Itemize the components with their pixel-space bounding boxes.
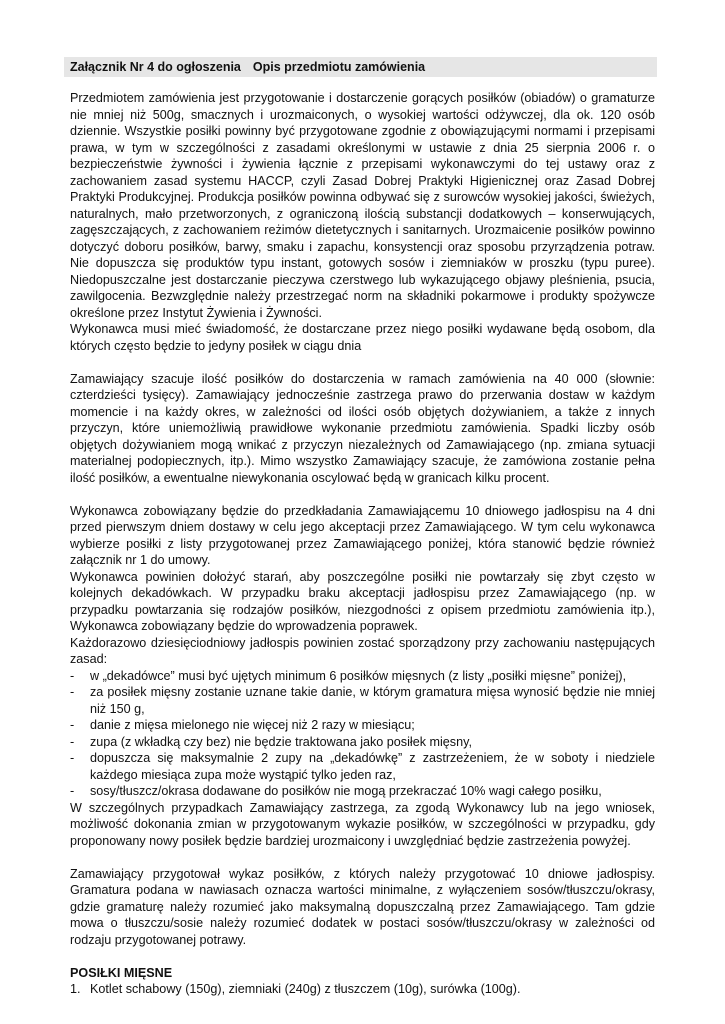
- section-title-meat: POSIŁKI MIĘSNE: [70, 965, 173, 980]
- document-header: [70, 59, 425, 75]
- dash-bullet: -: [70, 668, 75, 683]
- rules-list: [70, 668, 655, 800]
- item-number: 1.: [70, 982, 81, 996]
- attachment-label: Załącznik Nr 4 do ogłoszenia: [70, 60, 241, 74]
- rule-text: w „dekadówce” musi być ujętych minimum 6 posiłków mięsnych (z listy „posiłki mięsne” poniżej),: [90, 668, 627, 683]
- rule-text: danie z mięsa mielonego nie więcej niż 2 razy w miesiącu;: [90, 718, 415, 732]
- paragraph-changes: W szczególnych przypadkach Zamawiający zastrzega, za zgodą Wykonawcy lub na jego wniosek, możliwość dokonania zmian w przygotowanym wykazie posiłków, w szczególności w przypadku, gdy proponowany nowy posiłek będzie bardziej urozmaicony i uwzględniać będzie zastrzeżenia powyżej.: [70, 800, 655, 848]
- paragraph-rules-intro: Każdorazowo dziesięciodniowy jadłospis powinien zostać sporządzony przy zachowaniu następujących zasad:: [70, 635, 655, 666]
- list-item: [70, 668, 655, 685]
- meat-meal-list: [70, 981, 655, 998]
- list-item: [70, 783, 655, 800]
- paragraph-menu: Wykonawca zobowiązany będzie do przedkładania Zamawiającemu 10 dniowego jadłospisu na 4 dni przed pierwszym dniem dostawy w celu jego akceptacji przez Zamawiającego. W tym celu wykonawca wybierze posiłki z listy przygotowanej przez Zamawiającego poniżej, która stanowić będzie również załącznik nr 1 do umowy.: [70, 503, 655, 567]
- rule-text: dopuszcza się maksymalnie 2 zupy na „dekadówkę” z zastrzeżeniem, że w soboty i niedziele każdego miesiąca zupa może wystąpić tylko jeden raz,: [90, 751, 655, 782]
- list-item: [70, 684, 655, 717]
- list-item: [70, 750, 655, 783]
- dash-bullet: -: [70, 784, 75, 798]
- dash-bullet: -: [70, 734, 75, 749]
- paragraph-meal-list: Zamawiający przygotował wykaz posiłków, z których należy przygotować 10 dniowe jadłospisy. Gramatura podana w nawiasach oznacza wartości minimalne, z wyłączeniem sosów/tłuszczu/okrasy, gdzie gramaturę należy rozumieć jako maksymalną dopuszczalną przez Zamawiającego. Tam gdzie mowa o tłuszczu/sosie należy rozumieć dodatek w postaci sosów/tłuszczu/okrasy w zależności od rodzaju przygotowanej potrawy.: [70, 866, 655, 947]
- document-title: Opis przedmiotu zamówienia: [252, 60, 426, 74]
- paragraph-variety: Wykonawca powinien dołożyć starań, aby poszczególne posiłki nie powtarzały się zbyt często w kolejnych dekadówkach. W przypadku braku akceptacji jadłospisu przez Zamawiającego (np. w przypadku powtarzania się rodzajów posiłków, niezgodności z opisem przedmiotu zamówienia itp.), Wykonawca zobowiązany będzie do wprowadzenia poprawek.: [70, 569, 655, 633]
- list-item: [70, 734, 655, 751]
- rule-text: za posiłek mięsny zostanie uznane takie danie, w którym gramatura mięsa wynosić będzie nie mniej niż 150 g,: [90, 685, 655, 716]
- meal-text: Kotlet schabowy (150g), ziemniaki (240g) z tłuszczem (10g), surówka (100g).: [90, 982, 521, 996]
- rule-text: sosy/tłuszcz/okrasa dodawane do posiłków nie mogą przekraczać 10% wagi całego posiłku,: [90, 784, 602, 798]
- document-body: [70, 90, 655, 998]
- dash-bullet: -: [70, 685, 75, 699]
- dash-bullet: -: [70, 718, 75, 732]
- list-item: [70, 717, 655, 734]
- paragraph-intro: Przedmiotem zamówienia jest przygotowanie i dostarczenie gorących posiłków (obiadów) o gramaturze nie mniej niż 500g, smacznych i urozmaiconych, o wysokiej wartości odżywczej, dla ok. 120 osób dziennie. Wszystkie posiłki powinny być przygotowane zgodnie z obowiązującymi normami i przepisami prawa, w tym w szczególności z zasadami określonymi w ustawie z dnia 25 sierpnia 2006 r. o bezpieczeństwie żywności i żywienia łącznie z przepisami wykonawczymi do tej ustawy oraz z zachowaniem zasad systemu HACCP, czyli Zasad Dobrej Praktyki Higienicznej oraz Zasad Dobrej Praktyki Produkcyjnej. Produkcja posiłków powinna odbywać się z surowców wysokiej jakości, świeżych, naturalnych, mało przetworzonych, z ograniczoną ilością substancji dodatkowych – konserwujących, zagęszczających, z zachowaniem reżimów dietetycznych i sanitarnych. Urozmaicenie posiłków powinno dotyczyć doboru posiłków, barwy, smaku i zapachu, konsystencji oraz sposobu przyrządzenia potraw. Nie dopuszcza się produktów typu instant, gotowych sosów i ziemniaków w proszku (typu puree). Niedopuszczalne jest dostarczanie pieczywa czerstwego lub wykazującego objawy pleśnienia, psucia, zawilgocenia. Bezwzględnie należy przestrzegać norm na składniki pokarmowe i produkty spożywcze określone przez Instytut Żywienia i Żywności.: [70, 91, 655, 320]
- list-item: [70, 981, 655, 998]
- paragraph-quantity: Zamawiający szacuje ilość posiłków do dostarczenia w ramach zamówienia na 40 000 (słownie: czterdzieści tysięcy). Zamawiający jednocześnie zastrzega prawo do przerwania dostaw w każdym momencie i na każdy okres, w zależności od ilości osób objętych dożywianiem, a także z innych przyczyn, które uniemożliwią prawidłowe wykonanie przedmiotu zamówienia. Spadki liczby osób objętych dożywianiem mogą wnikać z przyczyn niezależnych od Zamawiającego (np. zmiana sytuacji materialnej podopiecznych, itp.). Mimo wszystko Zamawiający szacuje, że zamówiona zostanie pełna ilość posiłków, a ewentualne niewykonania oscylować będą w granicach kilku procent.: [70, 371, 655, 485]
- rule-text: zupa (z wkładką czy bez) nie będzie traktowana jako posiłek mięsny,: [90, 734, 472, 749]
- dash-bullet: -: [70, 751, 75, 765]
- paragraph-awareness: Wykonawca musi mieć świadomość, że dostarczane przez niego posiłki wydawane będą osobom, dla których często będzie to jedyny posiłek w ciągu dnia: [70, 322, 655, 353]
